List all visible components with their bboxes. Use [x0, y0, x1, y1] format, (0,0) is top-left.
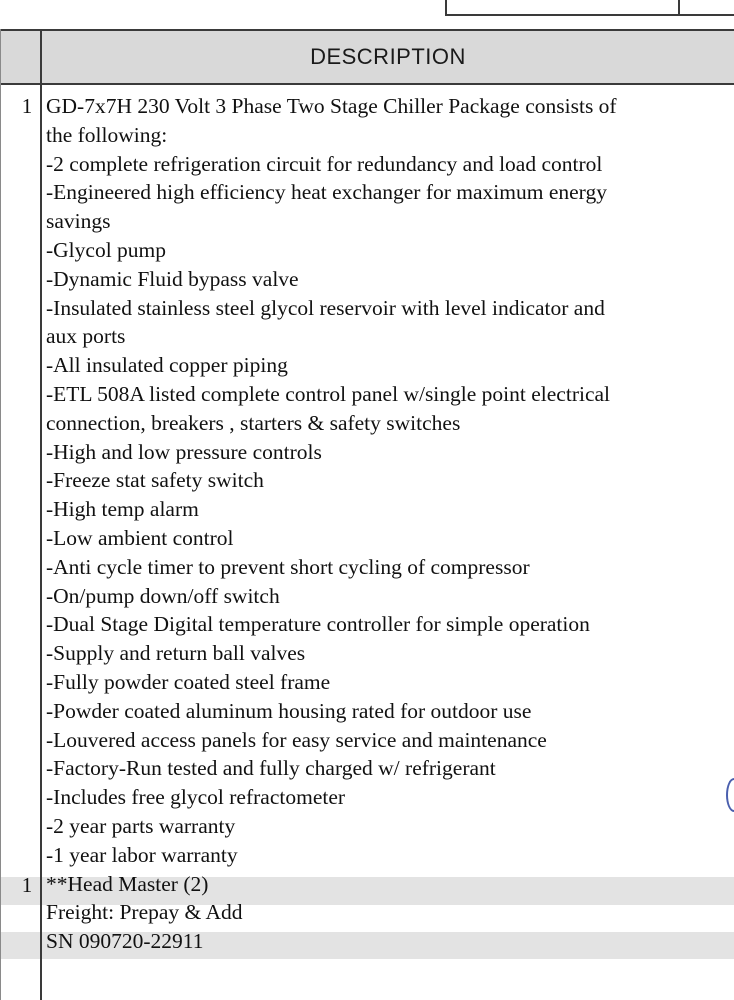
item-2-qty: 1 — [21, 873, 33, 897]
description-line: -Dynamic Fluid bypass valve — [46, 266, 299, 291]
description-line: the following: — [46, 122, 168, 147]
description-line: -Powder coated aluminum housing rated for outdoor use — [46, 698, 532, 723]
description-line: -On/pump down/off switch — [46, 583, 280, 608]
item-1-qty: 1 — [21, 94, 33, 118]
qty-column-divider — [40, 29, 42, 1000]
description-line: -Supply and return ball valves — [46, 641, 306, 666]
description-line: -Glycol pump — [46, 237, 167, 262]
description-line: -Engineered high efficiency heat exchanger for maximum energy — [46, 180, 607, 205]
top-box-bottom-border — [445, 14, 734, 16]
description-line: -Low ambient control — [46, 525, 234, 550]
description-line: connection, breakers , starters & safety switches — [46, 410, 461, 435]
description-line: -All insulated copper piping — [46, 353, 288, 378]
description-line: -Freeze stat safety switch — [46, 468, 264, 493]
description-line: -ETL 508A listed complete control panel w/single point electrical — [46, 381, 611, 406]
description-line: -Louvered access panels for easy service and maintenance — [46, 727, 547, 752]
description-line: -1 year labor warranty — [46, 842, 238, 867]
description-line: GD-7x7H 230 Volt 3 Phase Two Stage Chiller Package consists of — [46, 94, 617, 118]
description-line: -Anti cycle timer to prevent short cycling of compressor — [46, 554, 530, 579]
description-line: SN 090720-22911 — [46, 929, 204, 954]
description-line: -High and low pressure controls — [46, 439, 322, 464]
description-line: **Head Master (2) — [46, 871, 209, 896]
description-line: -Dual Stage Digital temperature controller for simple operation — [46, 612, 590, 637]
description-line: Freight: Prepay & Add — [46, 900, 243, 925]
description-line: -Insulated stainless steel glycol reservoir with level indicator and — [46, 295, 605, 320]
description-line: -Includes free glycol refractometer — [46, 785, 346, 810]
description-line: -Factory-Run tested and fully charged w/ refrigerant — [46, 756, 496, 781]
description-line: aux ports — [46, 324, 126, 349]
description-line: -2 complete refrigeration circuit for redundancy and load control — [46, 151, 603, 176]
description-line: -2 year parts warranty — [46, 813, 236, 838]
description-line: -Fully powder coated steel frame — [46, 669, 331, 694]
description-line: savings — [46, 209, 111, 234]
description-column-header: DESCRIPTION — [310, 44, 466, 69]
description-lines — [46, 92, 732, 956]
description-line: -High temp alarm — [46, 497, 199, 522]
table-left-edge — [0, 29, 1, 1000]
